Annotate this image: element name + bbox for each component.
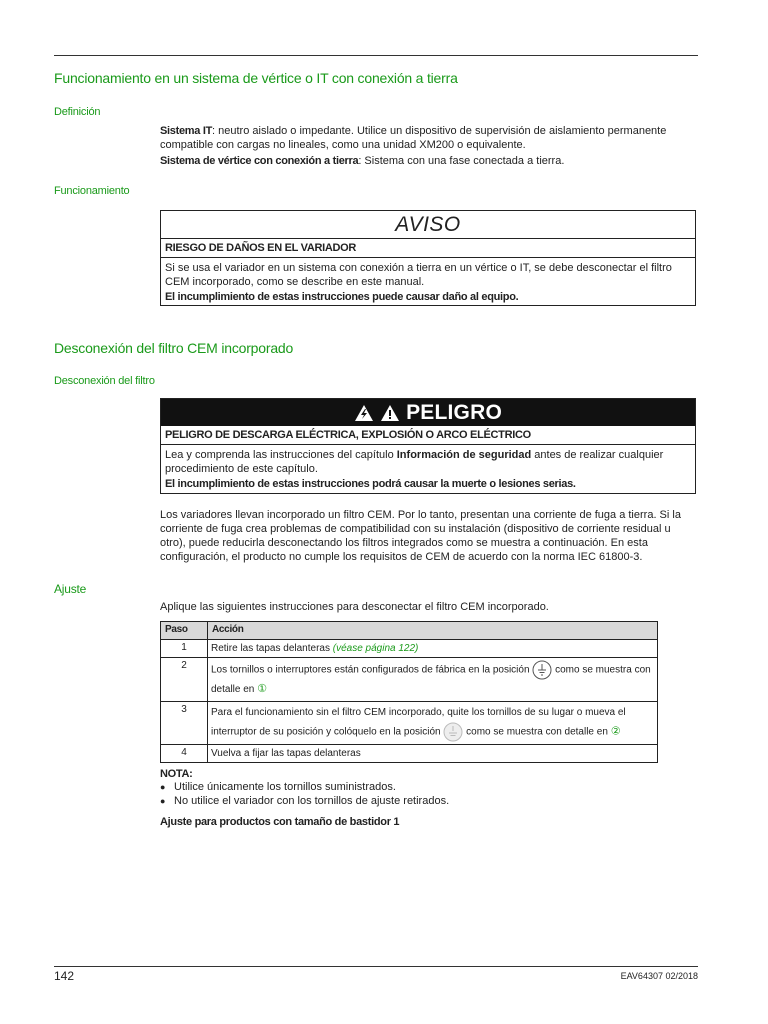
subheading-definicion: Definición bbox=[54, 106, 101, 118]
aviso-divider bbox=[161, 257, 695, 258]
step-2-text-a: Los tornillos o interruptores están configurados de fábrica en la posición bbox=[211, 664, 530, 676]
list-item: ● No utilice el variador con los tornillos de ajuste retirados. bbox=[160, 794, 449, 808]
col-header-step: Paso bbox=[161, 622, 208, 640]
peligro-danger-box bbox=[160, 398, 696, 494]
it-term: Sistema IT bbox=[160, 125, 213, 137]
table-header-row bbox=[161, 622, 658, 640]
detail-2-marker: ② bbox=[610, 725, 621, 738]
step-action bbox=[208, 658, 658, 702]
ground-connected-icon bbox=[532, 660, 552, 680]
list-item: ● Utilice únicamente los tornillos suministrados. bbox=[160, 780, 449, 794]
definition-vertex-paragraph bbox=[160, 154, 700, 168]
step-3-text-a: Para el funcionamiento sin el filtro CEM incorporado, quite los tornillos de su lugar o mueva el interruptor de su posición y colóquelo en la posición bbox=[211, 707, 626, 738]
leakage-paragraph: Los variadores llevan incorporado un filtro CEM. Por lo tanto, presentan una corriente de fuga a tierra. Si la corriente de fuga crea problemas de compatibilidad con su instalación (dispositivo de corriente residual u otro), puede reducirla desconectando los filtros integrados como se muestra a continuación. En esta configuración, el producto no cumple los requisitos de CEM de acuerdo con la norma IEC 61800-3. bbox=[160, 509, 681, 563]
peligro-divider bbox=[161, 444, 695, 445]
document-code: EAV64307 02/2018 bbox=[620, 971, 698, 981]
electric-hazard-icon bbox=[354, 404, 374, 422]
ground-disconnected-icon bbox=[443, 722, 463, 742]
step-3-text-b: como se muestra con detalle en bbox=[466, 726, 608, 738]
page-122-link[interactable]: (véase página 122) bbox=[332, 643, 419, 654]
it-text: : neutro aislado o impedante. Utilice un dispositivo de supervisión de aislamiento permanente compatible con cargas no lineales, como una unidad XM200 o equivalente. bbox=[160, 125, 667, 151]
bottom-rule bbox=[54, 966, 698, 967]
peligro-header bbox=[161, 399, 695, 426]
step-number: 3 bbox=[161, 702, 208, 745]
warning-triangle-icon bbox=[380, 404, 400, 422]
step-action: Vuelva a fijar las tapas delanteras bbox=[208, 745, 658, 763]
ajuste-intro: Aplique las siguientes instrucciones para desconectar el filtro CEM incorporado. bbox=[160, 601, 549, 613]
step-2-text-b: como se muestra con detalle en bbox=[211, 664, 651, 695]
peligro-subtitle: PELIGRO DE DESCARGA ELÉCTRICA, EXPLOSIÓN O ARCO ELÉCTRICO bbox=[165, 429, 531, 441]
peligro-text bbox=[161, 446, 695, 478]
vertex-term: Sistema de vértice con conexión a tierra bbox=[160, 155, 359, 167]
aviso-title: AVISO bbox=[161, 211, 695, 239]
peligro-title: PELIGRO bbox=[406, 401, 502, 424]
subheading-ajuste: Ajuste bbox=[54, 582, 87, 596]
subheading-funcionamiento: Funcionamiento bbox=[54, 185, 130, 197]
nota-label: NOTA: bbox=[160, 768, 193, 780]
step-1-text: Retire las tapas delanteras bbox=[211, 643, 330, 654]
section-heading-it-system: Funcionamiento en un sistema de vértice o IT con conexión a tierra bbox=[54, 70, 458, 86]
peligro-text-before: Lea y comprenda las instrucciones del capítulo bbox=[165, 449, 397, 461]
vertex-text: : Sistema con una fase conectada a tierra. bbox=[358, 155, 565, 167]
definition-it-paragraph bbox=[160, 124, 700, 152]
frame-size-1-heading: Ajuste para productos con tamaño de bastidor 1 bbox=[160, 816, 400, 828]
table-row bbox=[161, 702, 658, 745]
col-header-action: Acción bbox=[208, 622, 658, 640]
table-row bbox=[161, 745, 658, 763]
step-number: 2 bbox=[161, 658, 208, 702]
section-heading-desconexion: Desconexión del filtro CEM incorporado bbox=[54, 340, 294, 356]
peligro-text-after: antes de realizar cualquier procedimiento de este capítulo. bbox=[165, 449, 664, 475]
step-number: 1 bbox=[161, 640, 208, 658]
top-rule bbox=[54, 55, 698, 56]
nota-list bbox=[160, 780, 449, 808]
aviso-subtitle: RIESGO DE DAÑOS EN EL VARIADOR bbox=[165, 242, 357, 254]
subheading-desconexion-filtro: Desconexión del filtro bbox=[54, 375, 155, 387]
aviso-warning: El incumplimiento de estas instrucciones puede causar daño al equipo. bbox=[165, 291, 519, 303]
page-number: 142 bbox=[54, 969, 75, 983]
peligro-text-bold: Información de seguridad bbox=[396, 449, 532, 461]
peligro-warning: El incumplimiento de estas instrucciones podrá causar la muerte o lesiones serias. bbox=[165, 478, 576, 490]
aviso-text: Si se usa el variador en un sistema con conexión a tierra en un vértice o IT, se debe desconectar el filtro CEM incorporado, como se describe en este manual. bbox=[165, 262, 672, 288]
table-row bbox=[161, 640, 658, 658]
aviso-notice-box bbox=[160, 210, 696, 306]
table-row bbox=[161, 658, 658, 702]
detail-1-marker: ① bbox=[257, 683, 268, 695]
steps-table bbox=[160, 621, 658, 763]
step-number: 4 bbox=[161, 745, 208, 763]
step-action bbox=[208, 702, 658, 745]
step-action bbox=[208, 640, 658, 658]
